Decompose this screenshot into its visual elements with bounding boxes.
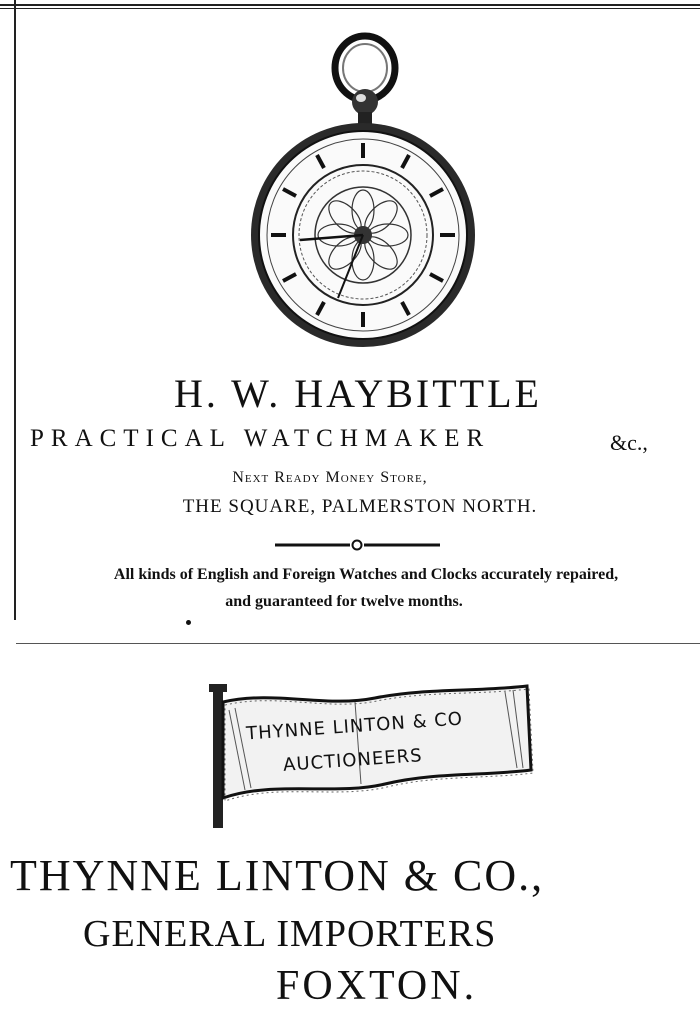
watchmaker-trade-suffix: &c., <box>610 430 648 455</box>
service-description-line-2: and guaranteed for twelve months. <box>225 593 463 610</box>
top-border-rule <box>0 4 700 6</box>
pocket-watch-icon <box>248 30 478 350</box>
left-column-rule <box>14 0 16 620</box>
print-speck <box>186 620 191 625</box>
section-divider-rule <box>16 643 700 644</box>
watchmaker-name-heading: H. W. HAYBITTLE <box>174 371 542 416</box>
service-description-line-1: All kinds of English and Foreign Watches and Clocks accurately repaired, <box>113 566 619 583</box>
ornamental-divider <box>275 538 440 552</box>
company-trade-line: GENERAL IMPORTERS <box>83 913 497 955</box>
flag-company-text: THYNNE LINTON & CO <box>245 708 464 745</box>
watchmaker-trade-line: PRACTICAL WATCHMAKER <box>30 425 491 452</box>
address-line: THE SQUARE, PALMERSTON NORTH. <box>182 496 538 517</box>
flag-profession-text: AUCTIONEERS <box>282 745 424 776</box>
store-location-line: Next Ready Money Store, <box>232 469 428 486</box>
company-name-heading: THYNNE LINTON & CO., <box>10 851 545 900</box>
top-border-rule-inner <box>0 8 700 9</box>
company-location-line: FOXTON. <box>276 963 478 1009</box>
